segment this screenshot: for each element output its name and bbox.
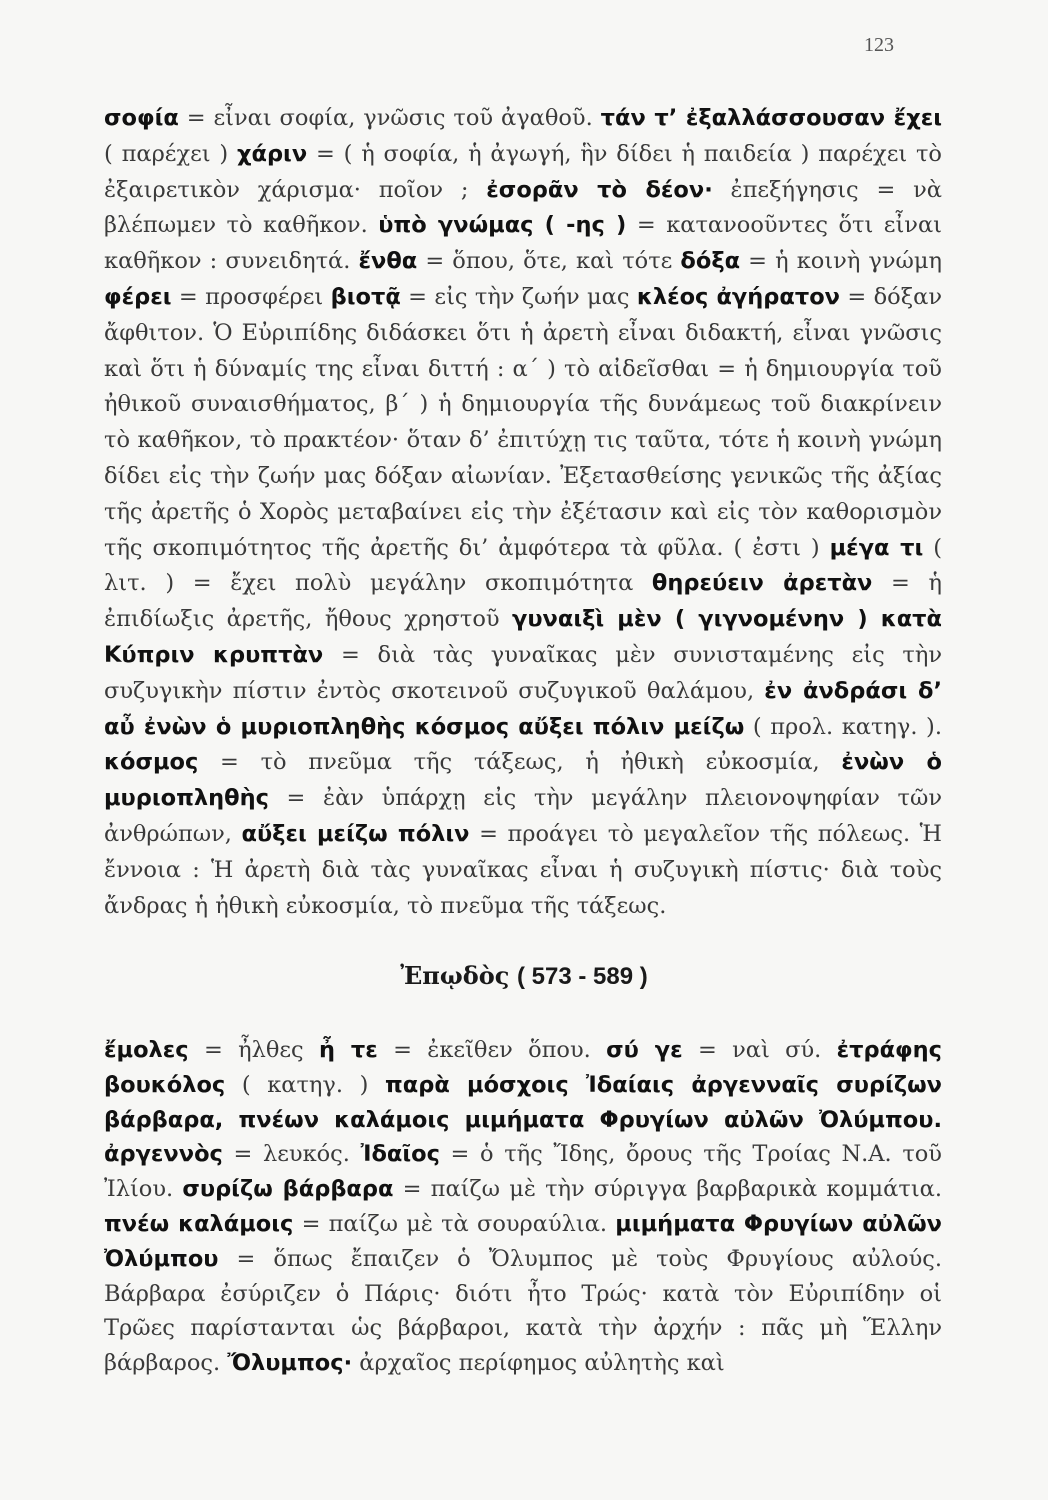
lemma-term: ἔνθα: [358, 248, 418, 275]
gloss-text: = ἐὰν ὑπάρχῃ εἰς τὴν μεγάλην πλειονοψηφίαν τῶν ἀνθρώπων,: [104, 785, 942, 847]
lemma-term: χάριν: [236, 140, 308, 167]
gloss-text: = ὅπως ἔπαιζεν ὁ Ὄλυμπος μὲ τοὺς Φρυγίους αὐλούς. Βάρβαρα ἐσύριζεν ὁ Πάρις· διότι ἦτο Τρώς· κατὰ τὸν Εὐριπίδην οἱ Τρῶες παρίστανται ὡς βάρβαροι, κατὰ τὴν ἀρχήν : πᾶς μὴ Ἕλλην βάρβαρος.: [104, 1245, 942, 1377]
lemma-term: ἐν ἀνδράσι δ’ αὖ ἐνὼν ὁ μυριοπληθὴς κόσμος αὔξει πόλιν μείζω: [104, 677, 943, 740]
lemma-term: δόξα: [680, 248, 741, 275]
lemma-term: ἐτράφης βουκόλος: [104, 1037, 942, 1098]
gloss-text: = λευκός.: [222, 1141, 361, 1168]
gloss-text: ( λιτ. ) = ἔχει πολὺ μεγάλην σκοπιμότητα: [104, 534, 942, 597]
gloss-text: ( κατηγ. ): [225, 1071, 385, 1098]
lemma-term: αὔξει μείζω πόλιν: [241, 820, 470, 847]
gloss-text: ( προλ. κατηγ. ).: [744, 713, 942, 740]
gloss-text: = τὸ πνεῦμα τῆς τάξεως, ἡ ἠθικὴ εὐκοσμία,: [198, 749, 842, 776]
lemma-term: Ὄλυμπος·: [227, 1350, 353, 1377]
heading-title: Ἐπῳδὸς: [400, 961, 510, 990]
gloss-text: = εἰς τὴν ζωήν μας: [400, 283, 637, 310]
lemma-term: παρὰ μόσχοις Ἰδαίαις ἀργενναῖς συρίζων βάρβαρα, πνέων καλάμοις μιμήματα Φρυγίων αὐλῶν Ὀλύμπου. ἀργεννὸς: [104, 1071, 942, 1168]
lemma-term: τάν τ’ ἐξαλλάσσουσαν ἔχει: [600, 105, 942, 131]
gloss-text: ( παρέχει ): [104, 140, 237, 167]
gloss-text: = παίζω μὲ τὴν σύριγγα βαρβαρικὰ κομμάτια.: [393, 1176, 942, 1203]
gloss-text: = ἦλθες: [188, 1037, 319, 1063]
section-heading: [0, 961, 1048, 991]
lemma-term: μέγα τι: [829, 534, 924, 561]
page-number: 123: [864, 34, 894, 56]
gloss-text: = ἐκεῖθεν ὅπου.: [377, 1037, 607, 1063]
lemma-term: συρίζω βάρβαρα: [182, 1176, 394, 1203]
lemma-term: ἐνὼν ὁ μυριοπληθὴς: [104, 749, 942, 812]
gloss-text: = εἶναι σοφία, γνῶσις τοῦ ἀγαθοῦ.: [178, 105, 601, 131]
gloss-text: = ναὶ σύ.: [682, 1037, 837, 1063]
lemma-term: κλέος ἀγήρατον: [636, 283, 840, 310]
lemma-term: θηρεύειν ἀρετὰν: [651, 570, 873, 597]
commentary-block-2: [104, 1033, 942, 1381]
lemma-term: ὑπὸ γνώμας ( -ης ): [378, 212, 627, 239]
gloss-text: = ἡ ἐπιδίωξις ἀρετῆς, ἤθους χρηστοῦ: [104, 570, 943, 633]
gloss-text: = κατανοοῦντες ὅτι εἶναι καθῆκον : συνειδητά.: [104, 212, 942, 275]
lemma-term: πνέω καλάμοις: [104, 1210, 294, 1237]
commentary-block-1: [104, 101, 942, 924]
gloss-text: = ( ἡ σοφία, ἡ ἀγωγή, ἣν δίδει ἡ παιδεία ) παρέχει τὸ ἐξαιρετικὸν χάρισμα· ποῖον ;: [104, 140, 942, 203]
gloss-text: = προσφέρει: [171, 283, 331, 310]
lemma-term: φέρει: [104, 283, 172, 310]
gloss-text: = διὰ τὰς γυναῖκας μὲν συνισταμένης εἰς τὴν συζυγικὴν πίστιν ἐντὸς σκοτεινοῦ συζυγικοῦ θαλάμου,: [104, 641, 942, 704]
lemma-term: σοφία: [104, 105, 179, 131]
gloss-text: = ἡ κοινὴ γνώμη: [740, 248, 942, 275]
gloss-text: ἀρχαῖος περίφημος αὐλητὴς καὶ: [352, 1350, 725, 1377]
gloss-text: = ὁ τῆς Ἴδης, ὄρους τῆς Τροίας Ν.Α. τοῦ Ἰλίου.: [104, 1141, 942, 1203]
lemma-term: κόσμος: [104, 749, 199, 776]
lemma-term: μιμήματα Φρυγίων αὐλῶν Ὀλύμπου: [104, 1210, 942, 1272]
lemma-term: σύ γε: [606, 1037, 683, 1063]
gloss-text: = δόξαν ἄφθιτον. Ὁ Εὐριπίδης διδάσκει ὅτι ἡ ἀρετὴ εἶναι διδακτή, εἶναι γνῶσις καὶ ὅτι ἡ δύναμίς της εἶναι διττή : α΄ ) τὸ αἰδεῖσθαι = ἡ δημιουργία τοῦ ἠθικοῦ συναισθήματος, β΄ ) ἡ δημιουργία τῆς δυνάμεως τοῦ διακρίνειν τὸ καθῆκον, τὸ πρακτέον· ὅταν δ’ ἐπιτύχῃ τις ταῦτα, τότε ἡ κοινὴ γνώμη δίδει εἰς τὴν ζωήν μας δόξαν αἰωνίαν. Ἐξετασθείσης γενικῶς τῆς ἀξίας τῆς ἀρετῆς ὁ Χορὸς μεταβαίνει εἰς τὴν ἐξέτασιν καὶ εἰς τὸν καθορισμὸν τῆς σκοπιμότητος τῆς ἀρετῆς δι’ ἀμφότερα τὰ φῦλα. ( ἐστι ): [104, 283, 942, 561]
lemma-term: βιοτᾷ: [330, 283, 401, 310]
lemma-term: ἦ τε: [318, 1037, 378, 1063]
lemma-term: ἐσορᾶν τὸ δέον·: [486, 176, 713, 203]
heading-line-range: ( 573 - 589 ): [516, 963, 648, 990]
gloss-text: = προάγει τὸ μεγαλεῖον τῆς πόλεως. Ἡ ἔννοια : Ἡ ἀρετὴ διὰ τὰς γυναῖκας εἶναι ἡ συζυγικὴ πίστις· διὰ τοὺς ἄνδρας ἡ ἠθικὴ εὐκοσμία, τὸ πνεῦμα τῆς τάξεως.: [104, 820, 942, 919]
lemma-term: Ἰδαῖος: [360, 1141, 440, 1168]
gloss-text: ἐπεξήγησις = νὰ βλέπωμεν τὸ καθῆκον.: [104, 176, 942, 239]
gloss-text: = παίζω μὲ τὰ σουραύλια.: [293, 1210, 616, 1237]
lemma-term: γυναιξὶ μὲν ( γιγνομένην ) κατὰ Κύπριν κρυπτὰν: [104, 606, 943, 668]
gloss-text: = ὅπου, ὅτε, καὶ τότε: [417, 248, 681, 275]
lemma-term: ἔμολες: [104, 1037, 189, 1063]
